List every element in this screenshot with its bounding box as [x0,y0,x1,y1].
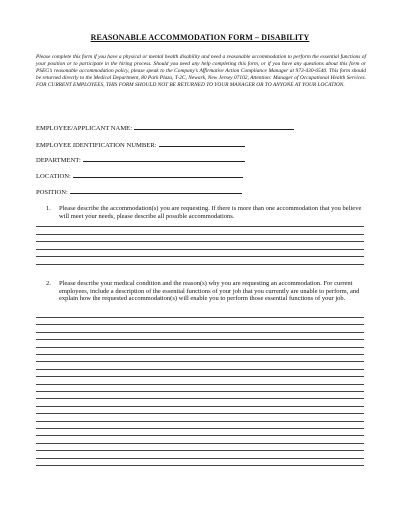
id-label: EMPLOYEE IDENTIFICATION NUMBER: [36,142,157,149]
name-input-line[interactable] [134,123,294,130]
answer-line[interactable] [36,458,364,459]
answer-line[interactable] [36,234,364,235]
answer-line[interactable] [36,465,364,466]
question-2-number: 2. [46,280,51,287]
department-label: DEPARTMENT: [36,157,81,164]
position-label: POSITION: [36,189,68,196]
answer-line[interactable] [36,347,364,348]
answer-line[interactable] [36,249,364,250]
name-label: EMPLOYEE/APPLICANT NAME: [36,125,133,132]
department-field [36,155,245,164]
position-input-line[interactable] [70,187,242,194]
answer-line[interactable] [36,428,364,429]
answer-line[interactable] [36,391,364,392]
question-1-text: Please describe the accommodation(s) you are requesting. If there is more than one accommodation that you believe will meet your needs, please describe all possible accommodations. [59,205,362,220]
answer-line[interactable] [36,264,364,265]
location-field [36,171,243,180]
question-2-text: Please describe your medical condition and the reason(s) why you are requesting an accommodation. For current employees, include a description of the essential functions of your job that you currently are unable to perform, and explain how the requested accommodation(s) will enable you to perform those essential functions of your job. [59,280,360,303]
answer-line[interactable] [36,435,364,436]
answer-line[interactable] [36,317,364,318]
answer-line[interactable] [36,354,364,355]
id-field [36,140,245,149]
answer-line[interactable] [36,443,364,444]
answer-line[interactable] [36,256,364,257]
name-field [36,123,294,132]
answer-line[interactable] [36,226,364,227]
location-label: LOCATION: [36,173,71,180]
id-input-line[interactable] [159,140,245,147]
answer-line[interactable] [36,384,364,385]
answer-line[interactable] [36,241,364,242]
answer-line[interactable] [36,369,364,370]
intro-paragraph: Please complete this form if you have a physical or mental health disability and need a reasonable accommodation to perform the essential functions of your position or to participate in the hiring process. Should you need any help completing this form, or if you have any questions about this form or PSEG’s reasonable accommodation policy, please speak to the Company’s Affirmative Action Compliance Manager at 973-430-6540. This form should be returned directly to the Medical Department, 80 Park Plaza, T-2C, Newark, New Jersey 07102, Attention: Manager of Occupational Health Services. FOR CURRENT EMPLOYEES, THIS FORM SHOULD NOT BE RETURNED TO YOUR MANAGER OR TO ANYONE AT YOUR LOCATION. [36,54,366,89]
answer-line[interactable] [36,450,364,451]
answer-line[interactable] [36,398,364,399]
answer-line[interactable] [36,324,364,325]
location-input-line[interactable] [73,171,243,178]
answer-line[interactable] [36,421,364,422]
answer-line[interactable] [36,361,364,362]
form-title: REASONABLE ACCOMMODATION FORM – DISABILITY [90,33,310,42]
answer-line[interactable] [36,376,364,377]
answer-line[interactable] [36,332,364,333]
department-input-line[interactable] [83,155,245,162]
answer-line[interactable] [36,406,364,407]
answer-line[interactable] [36,413,364,414]
answer-line[interactable] [36,339,364,340]
position-field [36,187,242,196]
question-1-number: 1. [46,205,51,212]
